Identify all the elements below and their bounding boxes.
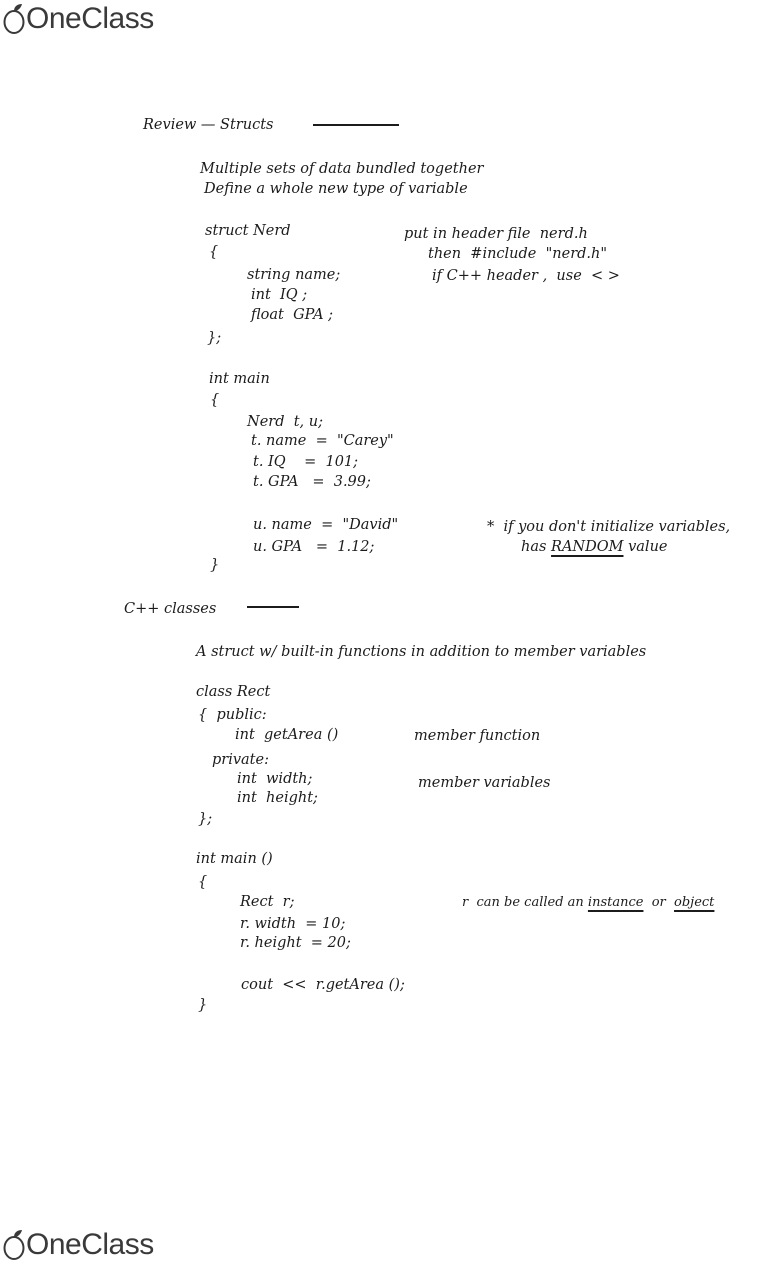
main-code-line: { [210, 392, 220, 408]
object-emphasis: object [674, 895, 715, 910]
struct-code-line: string name; [247, 267, 341, 283]
struct-code-line: float GPA ; [251, 307, 334, 323]
member-function-note: member function [414, 728, 541, 744]
oneclass-logo [3, 2, 154, 36]
main-code-line: t. IQ = 101; [253, 454, 359, 470]
struct-code-line: { [209, 244, 219, 260]
main-code-line: u. GPA = 1.12; [253, 539, 375, 555]
brand-name: OneClass [26, 2, 154, 35]
structs-heading: Review — Structs [143, 117, 274, 133]
class-code-line: class Rect [196, 684, 271, 700]
oneclass-logo-footer [3, 1228, 154, 1262]
main-code-line: } [210, 557, 220, 573]
classes-intro: A struct w/ built-in functions in addition to member variables [196, 644, 647, 660]
class-main-line: r. height = 20; [240, 935, 351, 951]
uninitialized-warning-2: has RANDOM value [521, 539, 668, 555]
class-main-line: int main () [196, 851, 273, 867]
struct-code-line: int IQ ; [251, 287, 308, 303]
class-code-line: int width; [237, 771, 313, 787]
class-main-line: r. width = 10; [240, 916, 346, 932]
header-file-note: put in header file nerd.h [404, 226, 588, 242]
brand-name: OneClass [26, 1228, 154, 1261]
classes-heading: C++ classes [124, 601, 217, 617]
class-code-line: int height; [237, 790, 318, 806]
structs-intro-2: Define a whole new type of variable [204, 181, 468, 197]
oneclass-leaf-icon [3, 3, 25, 35]
class-code-line: }; [198, 811, 213, 827]
instance-object-note: r can be called an instance or object [462, 895, 715, 910]
class-main-line: } [198, 997, 208, 1013]
class-code-line: private: [212, 752, 269, 768]
class-main-line: { [198, 874, 208, 890]
classes-heading-rule [247, 606, 299, 608]
struct-code-line: struct Nerd [205, 223, 291, 239]
main-code-line: t. name = "Carey" [251, 433, 394, 449]
main-code-line: int main [209, 371, 270, 387]
header-file-note: if C++ header , use < > [432, 268, 620, 284]
instance-emphasis: instance [587, 895, 644, 910]
main-code-line: Nerd t, u; [247, 414, 323, 430]
class-main-line: cout << r.getArea (); [241, 977, 405, 993]
class-main-line: Rect r; [240, 894, 295, 910]
struct-code-line: }; [207, 330, 222, 346]
random-emphasis: RANDOM [551, 539, 624, 555]
main-code-line: u. name = "David" [253, 517, 399, 533]
oneclass-leaf-icon [3, 1229, 25, 1261]
member-variables-note: member variables [418, 775, 551, 791]
structs-heading-rule [313, 124, 399, 126]
class-code-line: int getArea () [235, 727, 339, 743]
structs-intro-1: Multiple sets of data bundled together [200, 161, 484, 177]
class-code-line: { public: [198, 707, 267, 723]
uninitialized-warning: * if you don't initialize variables, [487, 519, 731, 535]
header-file-note: then #include "nerd.h" [428, 246, 608, 262]
main-code-line: t. GPA = 3.99; [253, 474, 371, 490]
